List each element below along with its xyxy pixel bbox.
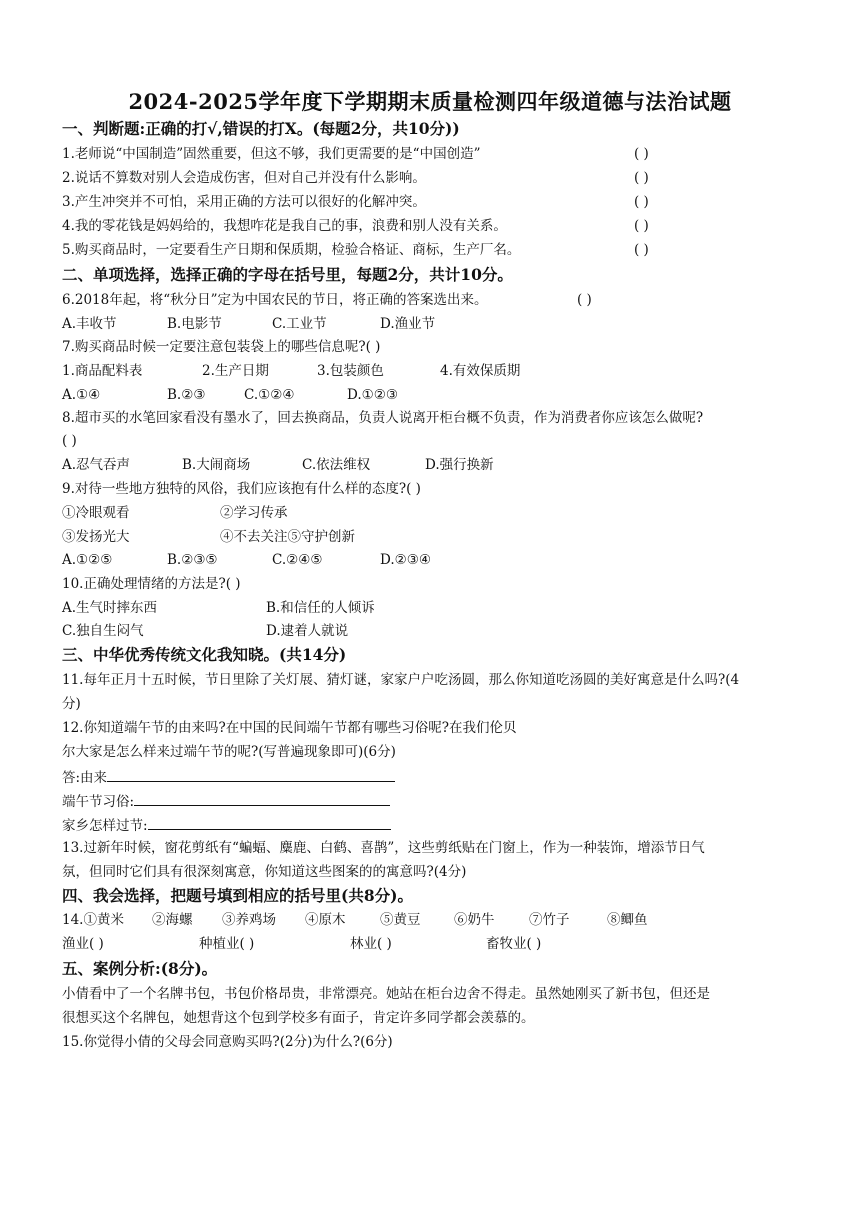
question-10: 10.正确处理情绪的方法是?( ) [62, 576, 241, 592]
question-2-answer-paren: ( ) [634, 170, 649, 186]
list-item: ②学习传承 [220, 505, 288, 521]
answer-home-row [62, 814, 807, 836]
question-15: 15.你觉得小倩的父母会同意购买吗?(2分)为什么?(6分) [62, 1034, 393, 1050]
list-item: ⑧鲫鱼 [607, 912, 648, 928]
question-2-text: 2.说话不算数对别人会造成伤害，但对自己并没有什么影响。 [62, 170, 426, 186]
option: D.逮着人就说 [266, 623, 349, 639]
question-12-line2: 尔大家是怎么样来过端午节的呢?(写普遍现象即可)(6分) [62, 744, 396, 760]
question-1 [62, 144, 807, 164]
question-7: 7.购买商品时候一定要注意包装袋上的哪些信息呢?( ) [62, 339, 381, 355]
question-6-text: 6.2018年起，将“秋分日”定为中国农民的节日，将正确的答案选出来。 [62, 292, 488, 308]
option: B.大闹商场 [182, 457, 251, 473]
question-5-text: 5.购买商品时，一定要看生产日期和保质期，检验合格证、商标，生产厂名。 [62, 242, 521, 258]
option: B.和信任的人倾诉 [266, 600, 375, 616]
answer-customs-blank[interactable] [134, 790, 390, 806]
list-item: ⑦竹子 [529, 912, 570, 928]
list-item: ③养鸡场 [222, 912, 276, 928]
option: A.丰收节 [62, 316, 117, 332]
question-4 [62, 216, 807, 236]
option: A.①②⑤ [62, 552, 113, 568]
category-forestry: 林业( ) [350, 936, 392, 952]
option: A.忍气吞声 [62, 457, 131, 473]
list-item: ②海螺 [152, 912, 193, 928]
option: C.①②④ [244, 387, 295, 403]
question-4-answer-paren: ( ) [634, 218, 649, 234]
list-item: 4.有效保质期 [440, 363, 521, 379]
option: C.工业节 [272, 316, 327, 332]
option: D.强行换新 [425, 457, 494, 473]
question-13-line1: 13.过新年时候，窗花剪纸有“蝙蝠、麋鹿、白鹤、喜鹊”，这些剪纸贴在门窗上，作为一种装饰，增添节日气 [62, 840, 705, 856]
list-item: 3.包装颜色 [317, 363, 384, 379]
list-item: ①冷眼观看 [62, 505, 130, 521]
option: C.依法维权 [302, 457, 371, 473]
question-8-answer-paren: ( ) [62, 433, 77, 449]
section5-heading: 五、案例分析:(8分)。 [62, 959, 218, 978]
answer-customs-row [62, 790, 807, 812]
question-8: 8.超市买的水笔回家看没有墨水了，回去换商品，负责人说离开柜台概不负责，作为消费者你应该怎么做呢? [62, 410, 704, 426]
question-2 [62, 168, 807, 188]
option: C.②④⑤ [272, 552, 323, 568]
list-item: 14.①黄米 [62, 912, 124, 928]
option: A.①④ [62, 387, 101, 403]
question-9: 9.对待一些地方独特的风俗，我们应该抱有什么样的态度?( ) [62, 481, 421, 497]
list-item: ⑥奶牛 [454, 912, 495, 928]
question-11-line1: 11.每年正月十五时候，节日里除了关灯展、猜灯谜，家家户户吃汤圆，那么你知道吃汤圆的美好寓意是什么吗?(4 [62, 672, 740, 688]
section2-heading: 二、单项选择，选择正确的字母在括号里，每题2分，共计10分。 [62, 265, 513, 284]
answer-customs-label: 端午节习俗: [62, 794, 135, 810]
section1-heading: 一、判断题:正确的打√,错误的打X。(每题2分，共10分)) [62, 119, 460, 138]
answer-origin-row [62, 766, 807, 788]
option: D.②③④ [380, 552, 431, 568]
category-fishery: 渔业( ) [62, 936, 104, 952]
case-text-line2: 很想买这个名牌包，她想背这个包到学校多有面子，肯定许多同学都会羡慕的。 [62, 1010, 535, 1026]
question-13-line2: 氛，但同时它们具有很深刻寓意，你知道这些图案的的寓意吗?(4分) [62, 864, 467, 880]
list-item: ⑤黄豆 [380, 912, 421, 928]
exam-title: 2024-2025学年度下学期期末质量检测四年级道德与法治试题 [128, 89, 732, 114]
category-husbandry: 畜牧业( ) [486, 936, 542, 952]
question-5 [62, 240, 807, 260]
category-planting: 种植业( ) [199, 936, 255, 952]
section4-heading: 四、我会选择，把题号填到相应的括号里(共8分)。 [62, 886, 413, 905]
list-item: 2.生产日期 [202, 363, 269, 379]
question-12-line1: 12.你知道端午节的由来吗?在中国的民间端午节都有哪些习俗呢?在我们伦贝 [62, 720, 517, 736]
case-text-line1: 小倩看中了一个名牌书包，书包价格昂贵，非常漂亮。她站在柜台边舍不得走。虽然她刚买了新书包，但还是 [62, 986, 710, 1002]
option: D.①②③ [347, 387, 398, 403]
option: B.②③ [167, 387, 206, 403]
section3-heading: 三、中华优秀传统文化我知晓。(共14分) [62, 645, 347, 664]
answer-home-blank[interactable] [148, 814, 391, 830]
option: A.生气时摔东西 [62, 600, 158, 616]
question-3-text: 3.产生冲突并不可怕，采用正确的方法可以很好的化解冲突。 [62, 194, 426, 210]
option: C.独自生闷气 [62, 623, 144, 639]
list-item: ④不去关注⑤守护创新 [220, 529, 355, 545]
question-3 [62, 192, 807, 212]
question-1-text: 1.老师说“中国制造”固然重要，但这不够，我们更需要的是“中国创造” [62, 146, 481, 162]
option: D.渔业节 [380, 316, 436, 332]
list-item: ③发扬光大 [62, 529, 130, 545]
answer-origin-blank[interactable] [107, 766, 395, 782]
question-6 [62, 290, 807, 310]
question-1-answer-paren: ( ) [634, 146, 649, 162]
question-6-answer-paren: ( ) [577, 292, 592, 308]
option: B.电影节 [167, 316, 222, 332]
answer-origin-label: 答:由来 [62, 770, 108, 786]
question-3-answer-paren: ( ) [634, 194, 649, 210]
list-item: ④原木 [305, 912, 346, 928]
list-item: 1.商品配料表 [62, 363, 143, 379]
question-4-text: 4.我的零花钱是妈妈给的，我想咋花是我自己的事，浪费和别人没有关系。 [62, 218, 507, 234]
question-11-line2: 分) [62, 696, 81, 712]
option: B.②③⑤ [167, 552, 218, 568]
answer-home-label: 家乡怎样过节: [62, 818, 148, 834]
question-5-answer-paren: ( ) [634, 242, 649, 258]
